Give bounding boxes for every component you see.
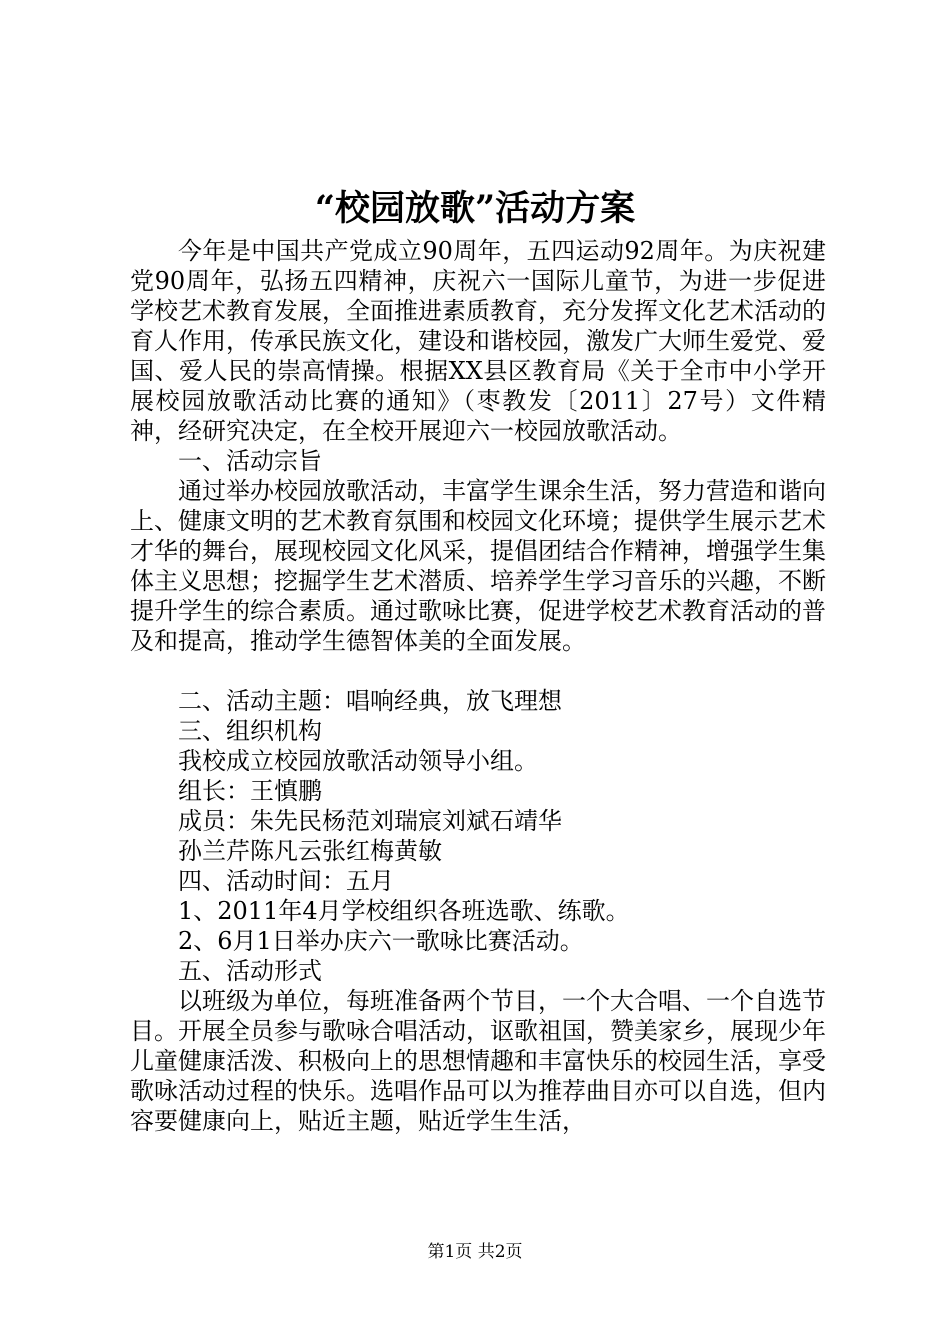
page-number: 第1页 共2页 [427, 1242, 523, 1262]
paragraph-gap [130, 656, 826, 686]
section-heading-purpose: 一、活动宗旨 [178, 447, 322, 475]
section-heading-organization: 三、组织机构 [178, 717, 322, 745]
intro-paragraph: 今年是中国共产党成立90周年，五四运动92周年。为庆祝建党90周年，弘扬五四精神，庆祝六一国际儿童节，为进一步促进学校艺术教育发展，全面推进素质教育，充分发挥文化艺术活动的育人作用，传承民族文化，建设和谐校园，激发广大师生爱党、爱国、爱人民的崇高情操。根据XX县区教育局《关于全市中小学开展校园放歌活动比赛的通知》（枣教发〔2011〕27号）文件精神，经研究决定，在全校开展迎六一校园放歌活动。 [130, 237, 826, 445]
organization-members-continued: 孙兰芹陈凡云张红梅黄敏 [178, 837, 442, 865]
time-item: 2、6月1日举办庆六一歌咏比赛活动。 [178, 927, 584, 955]
document-body [130, 236, 826, 1136]
organization-line: 我校成立校园放歌活动领导小组。 [178, 747, 538, 775]
document-title: “校园放歌”活动方案 [314, 188, 636, 229]
organization-members: 成员：朱先民杨范刘瑞宸刘斌石靖华 [178, 807, 562, 835]
section-heading-time: 四、活动时间：五月 [178, 867, 394, 895]
time-item: 1、2011年4月学校组织各班选歌、练歌。 [178, 897, 630, 925]
organization-leader: 组长：王慎鹏 [178, 777, 322, 805]
section-heading-format: 五、活动形式 [178, 957, 322, 985]
format-paragraph: 以班级为单位，每班准备两个节目，一个大合唱、一个自选节目。开展全员参与歌咏合唱活动，讴歌祖国，赞美家乡，展现少年儿童健康活泼、积极向上的思想情趣和丰富快乐的校园生活，享受歌咏活动过程的快乐。选唱作品可以为推荐曲目亦可以自选，但内容要健康向上，贴近主题，贴近学生生活， [130, 987, 826, 1135]
section-heading-theme: 二、活动主题：唱响经典，放飞理想 [178, 687, 562, 715]
purpose-paragraph: 通过举办校园放歌活动，丰富学生课余生活，努力营造和谐向上、健康文明的艺术教育氛围和校园文化环境；提供学生展示艺术才华的舞台，展现校园文化风采，提倡团结合作精神，增强学生集体主义思想；挖掘学生艺术潜质、培养学生学习音乐的兴趣，不断提升学生的综合素质。通过歌咏比赛，促进学校艺术教育活动的普及和提高，推动学生德智体美的全面发展。 [130, 477, 826, 655]
